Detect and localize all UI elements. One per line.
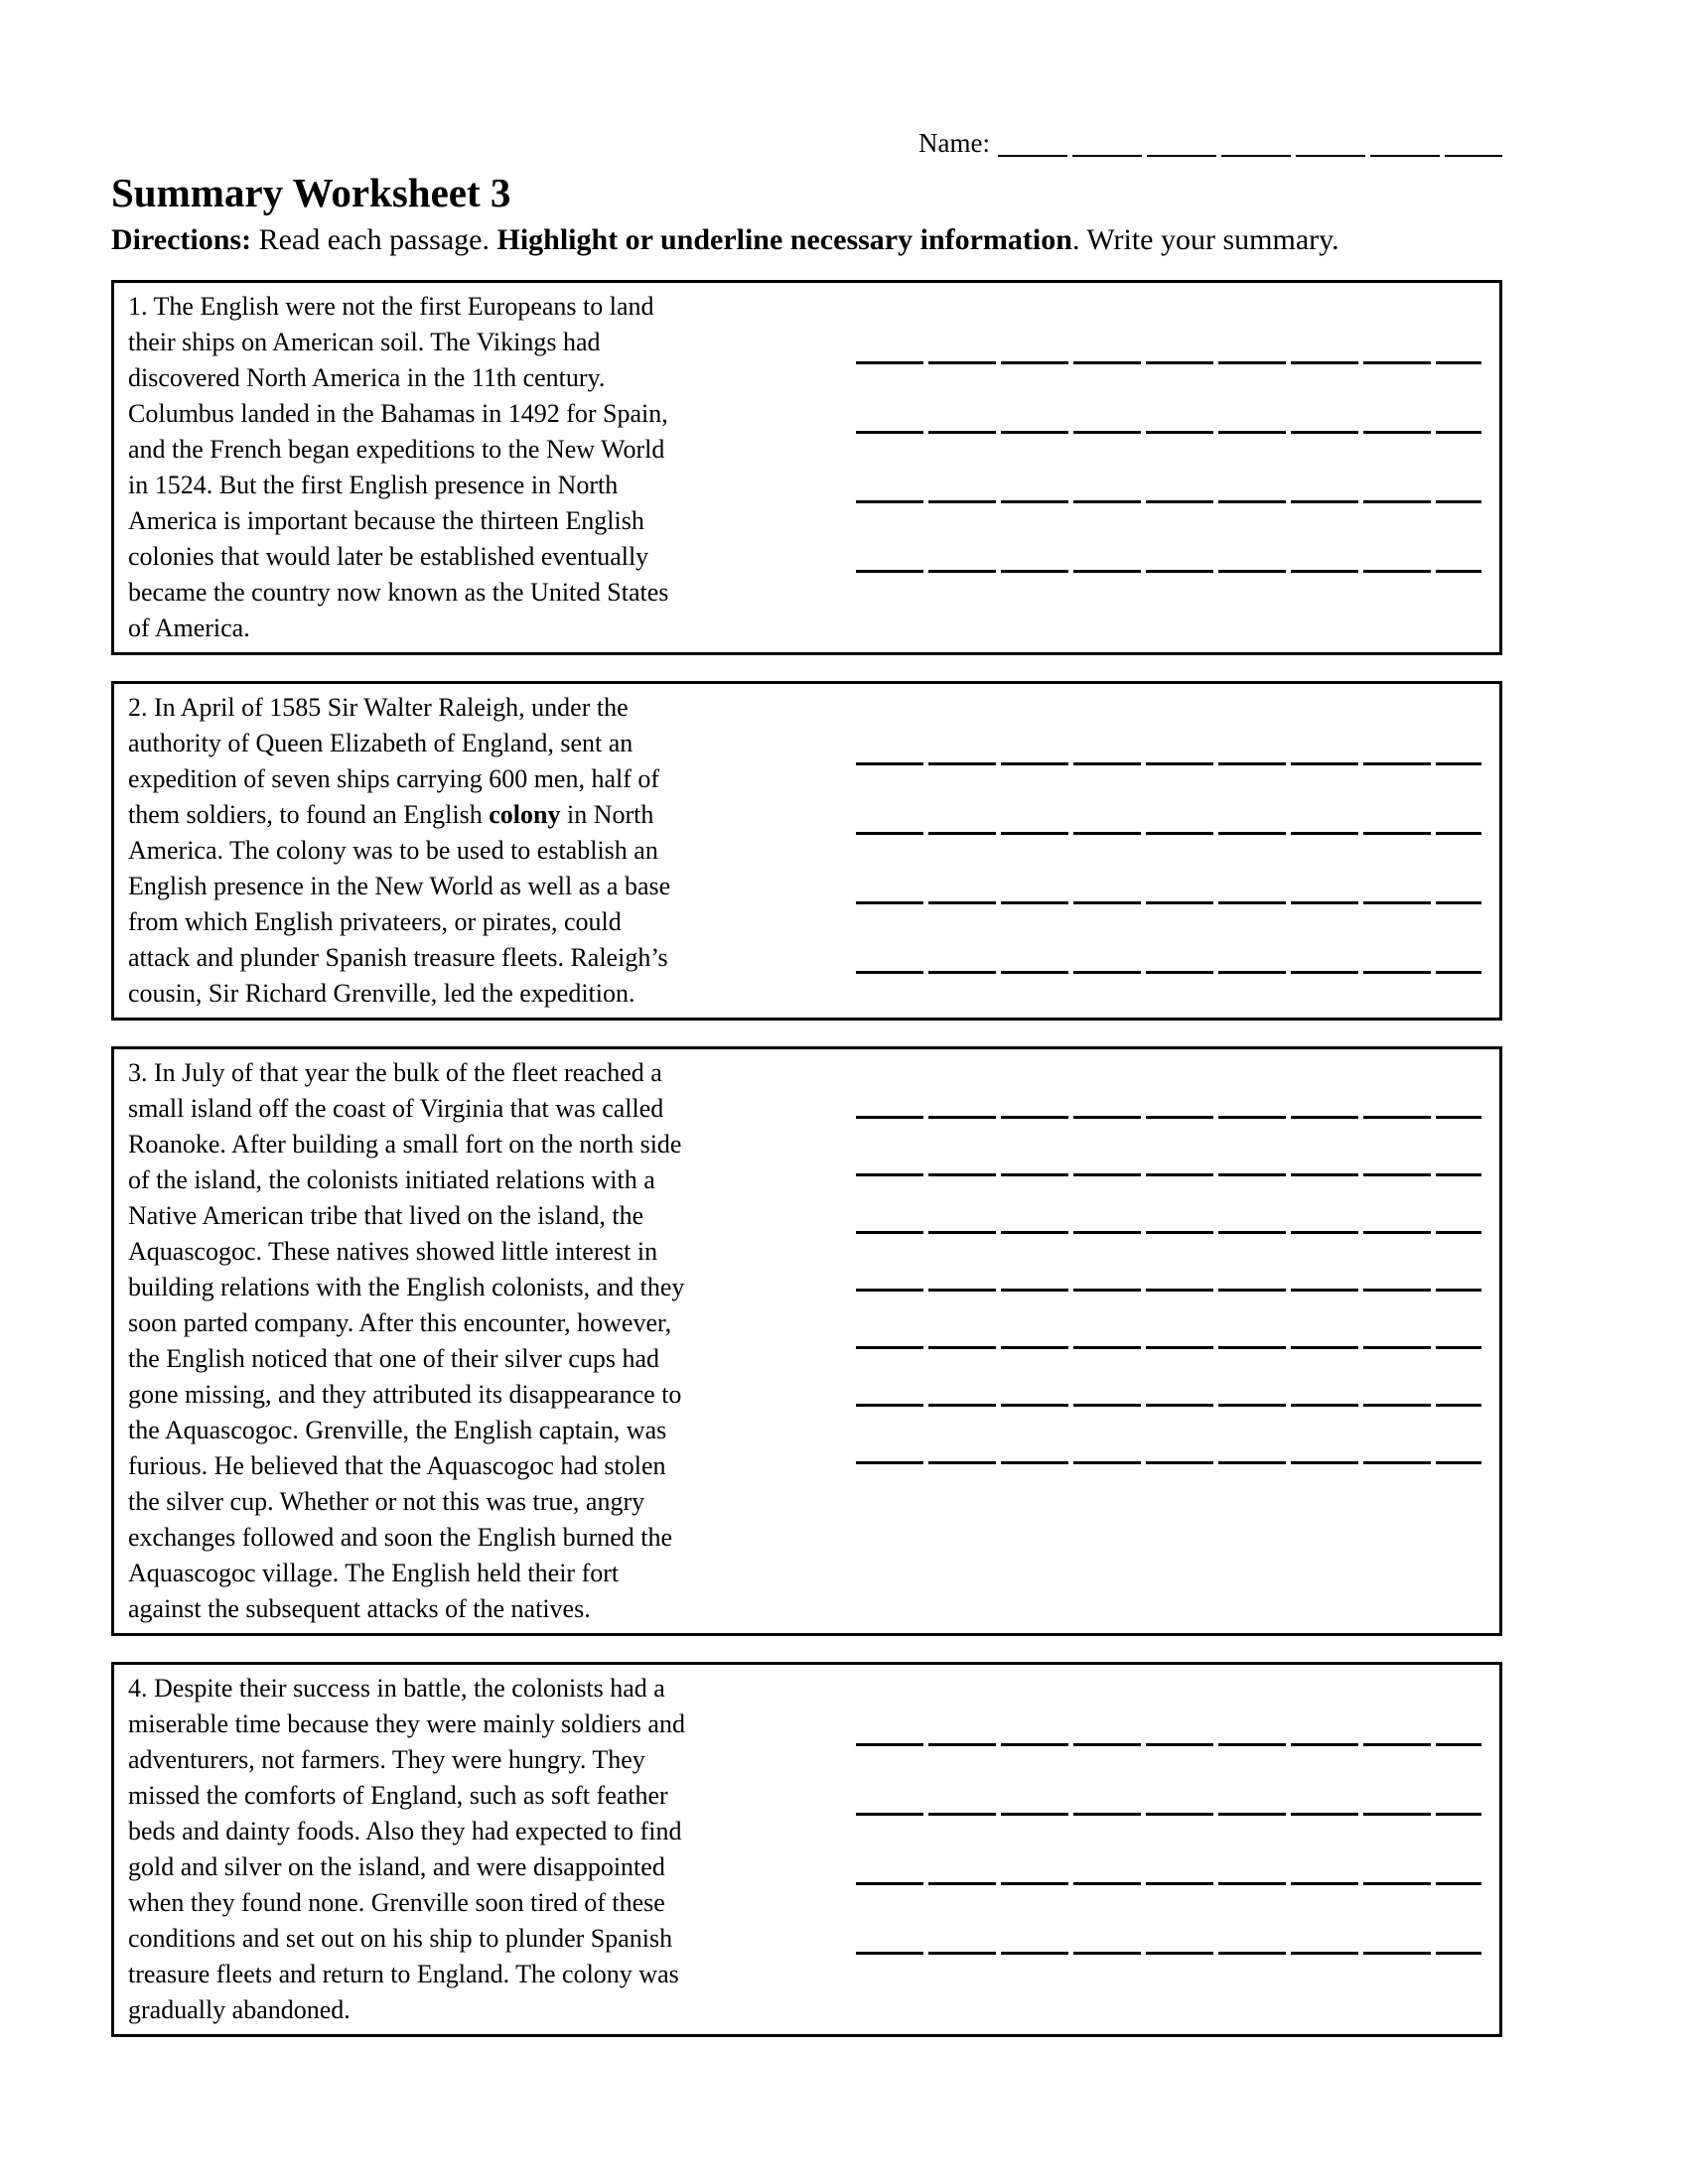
directions-text-1: Read each passage. (251, 223, 497, 256)
passage-line: adventurers, not farmers. They were hungry. They (128, 1745, 645, 1774)
passage-line: furious. He believed that the Aquascogoc had stolen (128, 1451, 666, 1480)
summary-write-line[interactable] (856, 1677, 1481, 1746)
passage-line: of the island, the colonists initiated relations with a (128, 1165, 655, 1194)
passage-line: attack and plunder Spanish treasure fleets. Raleigh’s (128, 943, 668, 972)
passage-box-3 (111, 1046, 1502, 1636)
passage-line: gold and silver on the island, and were disappointed (128, 1852, 665, 1881)
passage-line: them soldiers, to found an English colony in North (128, 800, 654, 829)
summary-lines-area-2 (856, 690, 1481, 1012)
summary-write-line[interactable] (856, 1234, 1481, 1292)
name-row (918, 127, 1502, 159)
summary-write-line[interactable] (856, 1061, 1481, 1119)
page-title: Summary Worksheet 3 (111, 170, 511, 215)
passage-line: the Aquascogoc. Grenville, the English captain, was (128, 1416, 667, 1444)
summary-lines-area-4 (856, 1671, 1481, 2028)
passage-line: treasure fleets and return to England. The colony was (128, 1960, 679, 1988)
passage-line: soon parted company. After this encounter, however, (128, 1308, 672, 1337)
directions (111, 222, 1502, 258)
passage-line: building relations with the English colonists, and they (128, 1273, 685, 1301)
summary-write-line[interactable] (856, 1176, 1481, 1234)
passage-text-2 (128, 690, 828, 1012)
passage-line: their ships on American soil. The Vikings had (128, 328, 601, 356)
passage-line: beds and dainty foods. Also they had expected to find (128, 1817, 682, 1845)
summary-write-line[interactable] (856, 765, 1481, 835)
directions-bold-text: Highlight or underline necessary information (496, 223, 1072, 256)
summary-write-line[interactable] (856, 1349, 1481, 1407)
passage-line: America is important because the thirteen English (128, 506, 644, 535)
passage-line: the English noticed that one of their silver cups had (128, 1344, 660, 1373)
passage-line: 2. In April of 1585 Sir Walter Raleigh, under the (128, 693, 629, 722)
passage-line: when they found none. Grenville soon tired of these (128, 1888, 665, 1917)
passage-line: 1. The English were not the first Europeans to land (128, 292, 654, 321)
summary-write-line[interactable] (856, 434, 1481, 503)
passage-line: of America. (128, 614, 250, 642)
passage-line: America. The colony was to be used to establish an (128, 836, 658, 865)
passage-line: gone missing, and they attributed its disappearance to (128, 1380, 682, 1409)
passage-line: exchanges followed and soon the English burned the (128, 1523, 673, 1552)
summary-write-line[interactable] (856, 835, 1481, 904)
summary-write-line[interactable] (856, 904, 1481, 974)
passage-line: authority of Queen Elizabeth of England, sent an (128, 729, 633, 757)
passage-text-3 (128, 1055, 828, 1627)
passage-line: Aquascogoc. These natives showed little interest in (128, 1237, 658, 1266)
summary-write-line[interactable] (856, 364, 1481, 434)
passage-line: conditions and set out on his ship to plunder Spanish (128, 1924, 673, 1953)
passage-line: Native American tribe that lived on the island, the (128, 1201, 644, 1230)
summary-write-line[interactable] (856, 696, 1481, 765)
passage-line: 3. In July of that year the bulk of the fleet reached a (128, 1058, 662, 1087)
directions-label: Directions: (111, 223, 252, 256)
directions-text-2: . Write your summary. (1071, 223, 1339, 256)
summary-lines-area-3 (856, 1055, 1481, 1627)
name-input-line[interactable] (998, 129, 1502, 159)
passage-box-1 (111, 280, 1502, 655)
passage-text-4 (128, 1671, 828, 2028)
passage-line: in 1524. But the first English presence in North (128, 471, 619, 499)
summary-write-line[interactable] (856, 1746, 1481, 1816)
passage-boxes (111, 280, 1502, 2037)
passage-line: small island off the coast of Virginia that was called (128, 1094, 664, 1123)
passage-line: missed the comforts of England, such as soft feather (128, 1781, 668, 1810)
passage-line: Columbus landed in the Bahamas in 1492 for Spain, (128, 399, 668, 428)
passage-line: colonies that would later be established eventually (128, 542, 649, 571)
passage-line: against the subsequent attacks of the natives. (128, 1594, 591, 1623)
passage-line: discovered North America in the 11th century. (128, 363, 606, 392)
summary-write-line[interactable] (856, 295, 1481, 364)
passage-box-2 (111, 681, 1502, 1021)
passage-line: became the country now known as the United States (128, 578, 669, 607)
summary-lines-area-1 (856, 289, 1481, 646)
summary-write-line[interactable] (856, 1292, 1481, 1349)
passage-text-1 (128, 289, 828, 646)
summary-write-line[interactable] (856, 1119, 1481, 1176)
passage-line: the silver cup. Whether or not this was true, angry (128, 1487, 645, 1516)
passage-box-4 (111, 1662, 1502, 2037)
passage-line: miserable time because they were mainly soldiers and (128, 1709, 685, 1738)
summary-write-line[interactable] (856, 1816, 1481, 1885)
summary-write-line[interactable] (856, 503, 1481, 573)
passage-line: and the French began expeditions to the New World (128, 435, 665, 464)
passage-line: gradually abandoned. (128, 1995, 351, 2024)
passage-line: expedition of seven ships carrying 600 men, half of (128, 764, 660, 793)
passage-line: English presence in the New World as well as a base (128, 872, 671, 900)
passage-line: Roanoke. After building a small fort on the north side (128, 1130, 682, 1159)
passage-line: cousin, Sir Richard Grenville, led the expedition. (128, 979, 635, 1008)
passage-line: from which English privateers, or pirates, could (128, 907, 622, 936)
passage-line: Aquascogoc village. The English held their fort (128, 1559, 620, 1587)
summary-write-line[interactable] (856, 1407, 1481, 1464)
summary-write-line[interactable] (856, 1885, 1481, 1955)
name-label: Name: (918, 128, 990, 158)
passage-line: 4. Despite their success in battle, the colonists had a (128, 1674, 665, 1703)
